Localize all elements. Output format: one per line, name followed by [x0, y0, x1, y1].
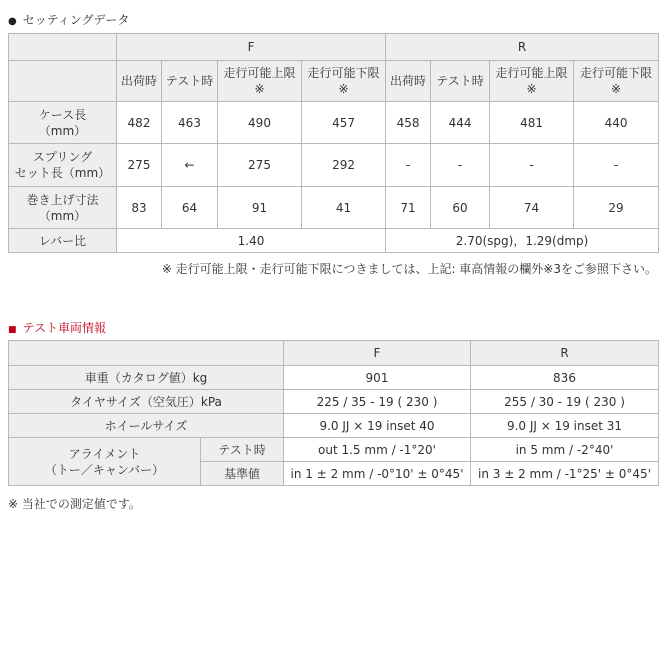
cell: 292: [302, 144, 386, 187]
cell: 490: [218, 102, 302, 144]
cell: 901: [284, 366, 471, 390]
setting-data-heading: [8, 11, 130, 28]
table-row: [9, 438, 659, 462]
col-lower-limit: 走行可能下限 ※: [302, 61, 386, 102]
setting-data-note: ※ 走行可能上限・走行可能下限につきましては、上記: 車高情報の欄外※3をご参照下さい。: [161, 262, 657, 276]
cell: 275: [218, 144, 302, 187]
col-upper-limit: 走行可能上限 ※: [218, 61, 302, 102]
col-test: テスト時: [431, 61, 490, 102]
header-rear: R: [471, 341, 659, 366]
cell: -: [490, 144, 574, 187]
corner-cell: [9, 34, 117, 61]
row-label-spring-set-length: スプリング セット長（mm）: [9, 144, 117, 187]
row-label-reference: 基準値: [201, 462, 284, 486]
blank-header-cell: [9, 61, 117, 102]
cell: in 1 ± 2 mm / -0°10' ± 0°45': [284, 462, 471, 486]
cell: 9.0 JJ × 19 inset 40: [284, 414, 471, 438]
cell: 481: [490, 102, 574, 144]
cell: 440: [574, 102, 659, 144]
cell: 463: [162, 102, 218, 144]
cell: 83: [117, 187, 162, 229]
row-label-preload: 巻き上げ寸法 （mm）: [9, 187, 117, 229]
cell: in 3 ± 2 mm / -1°25' ± 0°45': [471, 462, 659, 486]
cell: 41: [302, 187, 386, 229]
corner-cell: [9, 341, 284, 366]
cell: 71: [386, 187, 431, 229]
col-test: テスト時: [162, 61, 218, 102]
cell: 275: [117, 144, 162, 187]
table-row: [9, 414, 659, 438]
row-label-weight: 車重（カタログ値）kg: [9, 366, 284, 390]
header-rear: R: [386, 34, 659, 61]
lever-ratio-front: 1.40: [117, 229, 386, 253]
cell: 74: [490, 187, 574, 229]
cell: 444: [431, 102, 490, 144]
row-label-wheel-size: ホイールサイズ: [9, 414, 284, 438]
setting-data-title: セッティングデータ: [22, 13, 130, 27]
table-row: [9, 102, 659, 144]
test-vehicle-heading: [8, 319, 106, 336]
cell: 9.0 JJ × 19 inset 31: [471, 414, 659, 438]
cell: 225 / 35 - 19 ( 230 ): [284, 390, 471, 414]
cell: 60: [431, 187, 490, 229]
setting-data-table: [8, 33, 659, 253]
cell: -: [574, 144, 659, 187]
cell: in 5 mm / -2°40': [471, 438, 659, 462]
cell: 64: [162, 187, 218, 229]
test-vehicle-table: [8, 340, 659, 486]
col-shipping: 出荷時: [117, 61, 162, 102]
cell: 255 / 30 - 19 ( 230 ): [471, 390, 659, 414]
table-row: [9, 390, 659, 414]
bullet-icon: ●: [8, 16, 17, 27]
cell: 457: [302, 102, 386, 144]
column-header-row: [9, 61, 659, 102]
row-label-test: テスト時: [201, 438, 284, 462]
col-lower-limit: 走行可能下限 ※: [574, 61, 659, 102]
row-label-tire-size: タイヤサイズ（空気圧）kPa: [9, 390, 284, 414]
cell: -: [386, 144, 431, 187]
row-label-case-length: ケース長 （mm）: [9, 102, 117, 144]
col-upper-limit: 走行可能上限 ※: [490, 61, 574, 102]
table-row: [9, 187, 659, 229]
table-row: [9, 229, 659, 253]
test-vehicle-title: テスト車両情報: [22, 321, 107, 335]
cell: 29: [574, 187, 659, 229]
cell: 482: [117, 102, 162, 144]
cell: -: [431, 144, 490, 187]
row-label-lever-ratio: レバー比: [9, 229, 117, 253]
col-shipping: 出荷時: [386, 61, 431, 102]
cell: 91: [218, 187, 302, 229]
cell: out 1.5 mm / -1°20': [284, 438, 471, 462]
test-vehicle-note: ※ 当社での測定値です。: [8, 497, 141, 511]
header-front: F: [117, 34, 386, 61]
square-bullet-icon: ■: [8, 325, 17, 335]
table-row: [9, 366, 659, 390]
cell: 836: [471, 366, 659, 390]
cell: ←: [162, 144, 218, 187]
cell: 458: [386, 102, 431, 144]
lever-ratio-rear: 2.70(spg)，1.29(dmp): [386, 229, 659, 253]
table-row: [9, 144, 659, 187]
header-front: F: [284, 341, 471, 366]
row-label-alignment: アライメント （トー／キャンバー）: [9, 438, 201, 486]
